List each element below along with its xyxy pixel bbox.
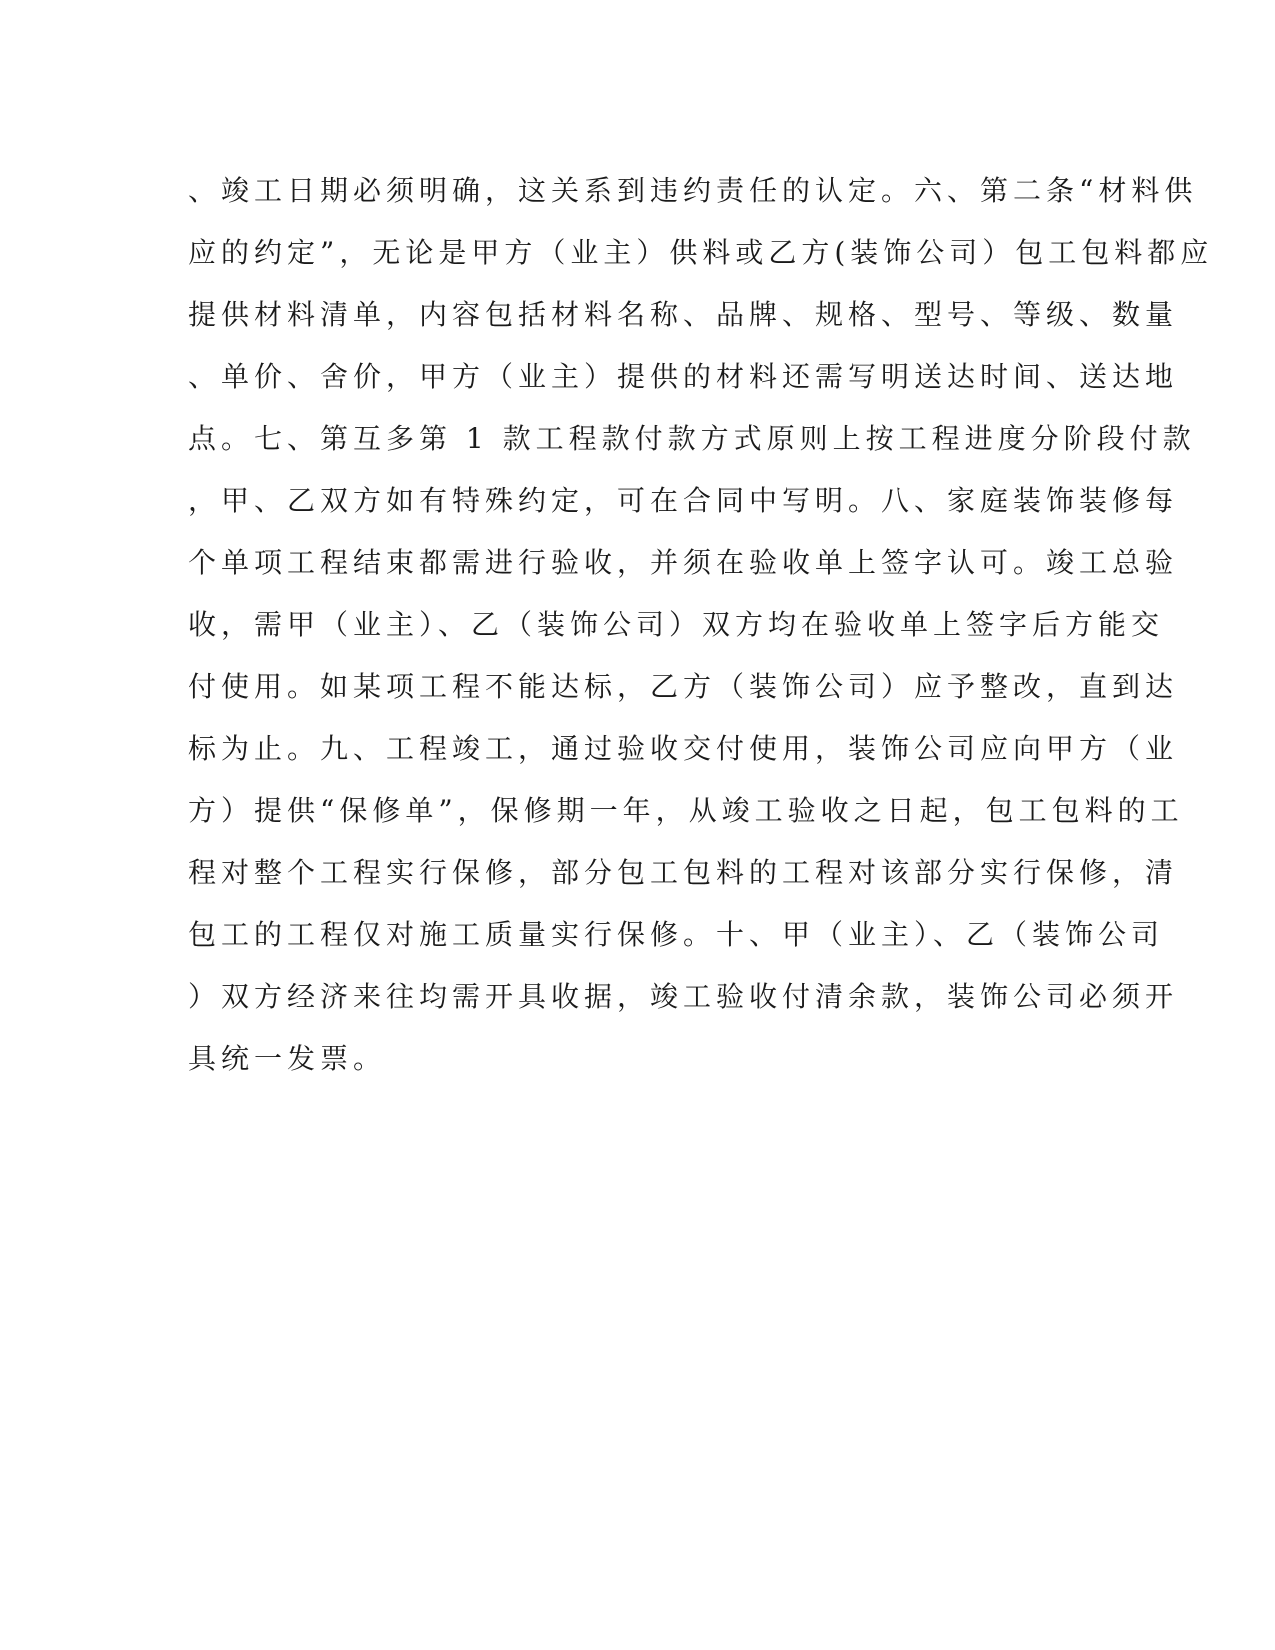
text-line: 、单价、舍价，甲方（业主）提供的材料还需写明送达时间、送达地 (188, 360, 1179, 393)
text-line: 程对整个工程实行保修，部分包工包料的工程对该部分实行保修，清 (188, 856, 1179, 889)
text-line: 个单项工程结束都需进行验收，并须在验收单上签字认可。竣工总验 (188, 546, 1179, 579)
text-line: 提供材料清单，内容包括材料名称、品牌、规格、型号、等级、数量 (188, 298, 1179, 331)
text-line: ）双方经济来往均需开具收据，竣工验收付清余款，装饰公司必须开 (188, 980, 1179, 1013)
text-line: ，甲、乙双方如有特殊约定，可在合同中写明。八、家庭装饰装修每 (188, 484, 1179, 517)
body-text (188, 160, 1214, 1090)
text-line: 包工的工程仅对施工质量实行保修。十、甲（业主）、乙（装饰公司 (188, 918, 1165, 951)
text-line: 点。七、第互多第 1 款工程款付款方式原则上按工程进度分阶段付款 (188, 422, 1196, 455)
text-line: 标为止。九、工程竣工，通过验收交付使用，装饰公司应向甲方（业 (188, 732, 1179, 765)
text-line: 付使用。如某项工程不能达标，乙方（装饰公司）应予整改，直到达 (188, 670, 1179, 703)
text-line: 具统一发票。 (188, 1042, 387, 1075)
text-line: 方）提供“保修单”，保修期一年，从竣工验收之日起，包工包料的工 (188, 794, 1184, 827)
text-line: 收，需甲（业主）、乙（装饰公司）双方均在验收单上签字后方能交 (188, 608, 1165, 641)
text-line: 、竣工日期必须明确，这关系到违约责任的认定。六、第二条“材料供 (188, 174, 1198, 207)
text-line: 应的约定”，无论是甲方（业主）供料或乙方(装饰公司）包工包料都应 (188, 236, 1214, 269)
